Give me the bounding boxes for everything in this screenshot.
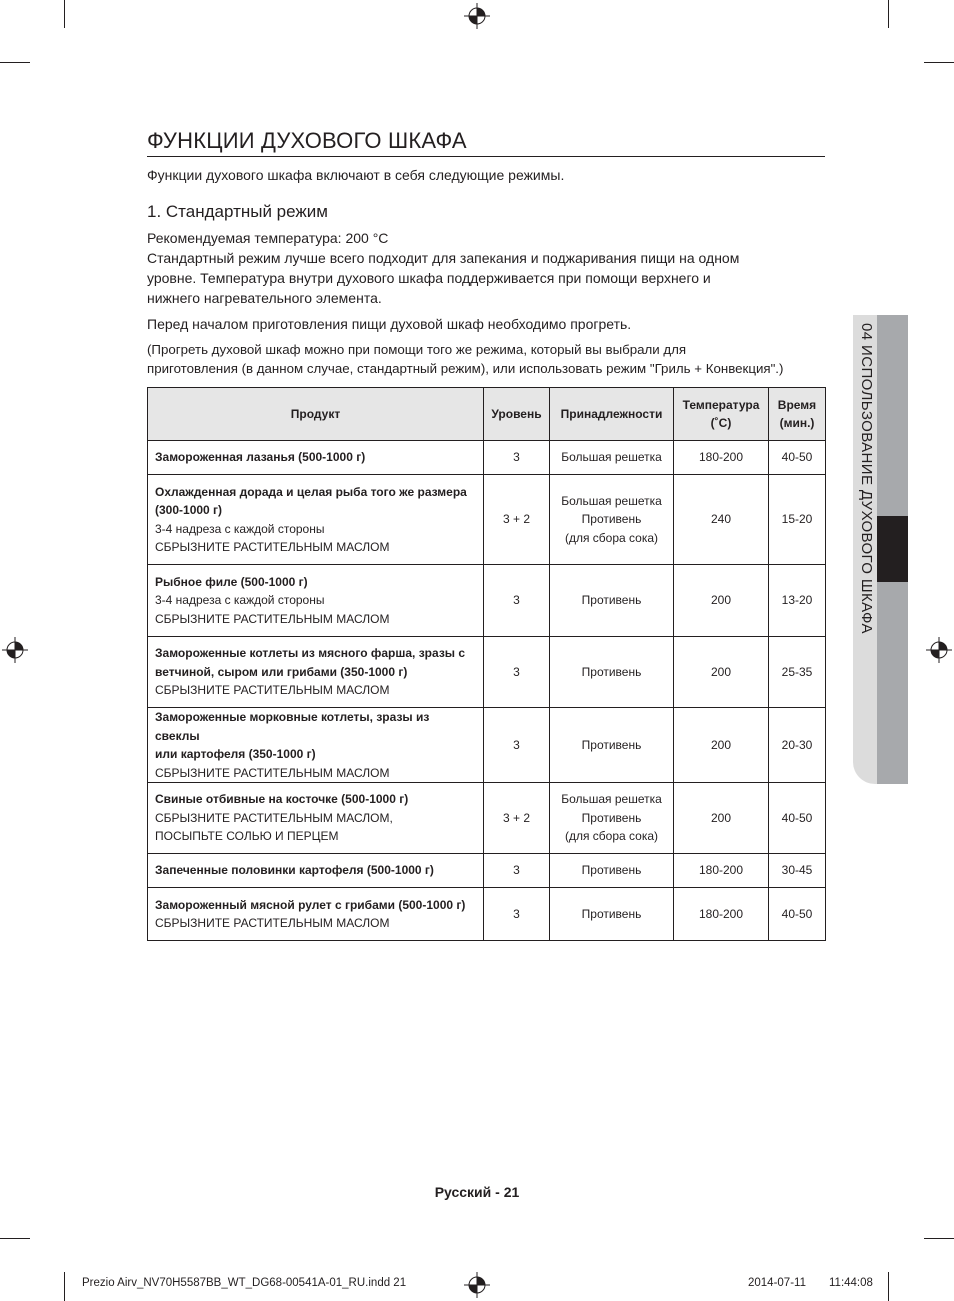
intro-text: Функции духового шкафа включают в себя следующие режимы. [147,167,565,183]
product-cell: Замороженная лазанья (500-1000 г) [148,441,484,475]
temperature-cell: 180-200 [674,888,769,941]
table-row [148,565,826,637]
table-row [148,854,826,888]
product-cell: Замороженные котлеты из мясного фарша, зразы с ветчиной, сыром или грибами (350-1000 г) СБРЫЗНИТЕ РАСТИТЕЛЬНЫМ МАСЛОМ [148,637,484,708]
description-line: нижнего нагревательного элемента. [147,290,382,306]
description-line: Стандартный режим лучше всего подходит для запекания и поджаривания пищи на одном [147,250,740,266]
product-cell: Свиные отбивные на косточке (500-1000 г) СБРЫЗНИТЕ РАСТИТЕЛЬНЫМ МАСЛОМ, ПОСЫПЬТЕ СОЛЬЮ И ПЕРЦЕМ [148,783,484,854]
table-header-row [148,388,826,441]
product-cell: Рыбное филе (500-1000 г) 3-4 надреза с каждой стороны СБРЫЗНИТЕ РАСТИТЕЛЬНЫМ МАСЛОМ [148,565,484,637]
temperature-cell: 180-200 [674,854,769,888]
registration-mark-icon [464,1272,490,1298]
recommended-temperature: Рекомендуемая температура: 200 °C [147,230,389,246]
temperature-cell: 200 [674,708,769,783]
header-time: Время (мин.) [769,388,826,441]
chapter-tab-label: 04 ИСПОЛЬЗОВАНИЕ ДУХОВОГО ШКАФА [858,323,875,634]
time-cell: 40-50 [769,783,826,854]
accessories-cell: Противень [550,854,674,888]
table-row [148,441,826,475]
accessories-cell: Большая решетка Противень (для сбора сока) [550,783,674,854]
level-cell: 3 + 2 [484,783,550,854]
header-product: Продукт [148,388,484,441]
crop-mark [924,62,954,63]
accessories-cell: Противень [550,565,674,637]
time-cell: 15-20 [769,475,826,565]
slug-time: 11:44:08 [829,1277,873,1289]
crop-mark [0,1238,30,1239]
temperature-cell: 240 [674,475,769,565]
preheat-text: Перед началом приготовления пищи духовой шкаф необходимо прогреть. [147,316,632,332]
section-heading: 1. Стандартный режим [147,202,328,221]
header-level: Уровень [484,388,550,441]
time-cell: 40-50 [769,888,826,941]
crop-mark [64,0,65,28]
time-cell: 40-50 [769,441,826,475]
registration-mark-icon [926,637,952,663]
accessories-cell: Большая решетка Противень (для сбора сока) [550,475,674,565]
table-row [148,888,826,941]
product-cell: Замороженный мясной рулет с грибами (500-1000 г) СБРЫЗНИТЕ РАСТИТЕЛЬНЫМ МАСЛОМ [148,888,484,941]
crop-mark [888,0,889,28]
description-line: уровне. Температура внутри духового шкафа поддерживается при помощи верхнего и [147,270,711,286]
preheat-note [147,340,837,378]
temperature-cell: 200 [674,637,769,708]
time-cell: 20-30 [769,708,826,783]
time-cell: 13-20 [769,565,826,637]
table-row [148,475,826,565]
level-cell: 3 [484,441,550,475]
time-cell: 25-35 [769,637,826,708]
registration-mark-icon [2,637,28,663]
description-block [147,228,827,308]
product-cell: Охлажденная дорада и целая рыба того же размера (300-1000 г) 3-4 надреза с каждой стороны СБРЫЗНИТЕ РАСТИТЕЛЬНЫМ МАСЛОМ [148,475,484,565]
preheat-note-line: приготовления (в данном случае, стандартный режим), или использовать режим "Гриль + Конвекция".) [147,361,784,376]
registration-mark-icon [464,3,490,29]
accessories-cell: Противень [550,708,674,783]
accessories-cell: Большая решетка [550,441,674,475]
header-temperature: Температура (˚C) [674,388,769,441]
table-row [148,708,826,783]
table-row [148,783,826,854]
page-number: Русский - 21 [434,1184,520,1200]
temperature-cell: 200 [674,783,769,854]
temperature-cell: 200 [674,565,769,637]
level-cell: 3 [484,708,550,783]
table-row [148,637,826,708]
product-cell: Запеченные половинки картофеля (500-1000 г) [148,854,484,888]
chapter-tab-marker [877,516,908,582]
level-cell: 3 + 2 [484,475,550,565]
product-cell: Замороженные морковные котлеты, зразы из свеклы или картофеля (350-1000 г) СБРЫЗНИТЕ РАСТИТЕЛЬНЫМ МАСЛОМ [148,708,484,783]
page-title: ФУНКЦИИ ДУХОВОГО ШКАФА [147,128,825,157]
level-cell: 3 [484,637,550,708]
time-cell: 30-45 [769,854,826,888]
level-cell: 3 [484,888,550,941]
header-accessories: Принадлежности [550,388,674,441]
preheat-note-line: (Прогреть духовой шкаф можно при помощи того же режима, который вы выбрали для [147,342,687,357]
crop-mark [888,1272,889,1301]
level-cell: 3 [484,565,550,637]
crop-mark [0,62,30,63]
temperature-cell: 180-200 [674,441,769,475]
cooking-table [147,387,826,941]
crop-mark [64,1272,65,1301]
level-cell: 3 [484,854,550,888]
crop-mark [924,1238,954,1239]
slug-date: 2014-07-11 [748,1277,806,1289]
accessories-cell: Противень [550,888,674,941]
accessories-cell: Противень [550,637,674,708]
slug-filename: Prezio Airv_NV70H5587BB_WT_DG68-00541A-01_RU.indd 21 [82,1277,407,1289]
